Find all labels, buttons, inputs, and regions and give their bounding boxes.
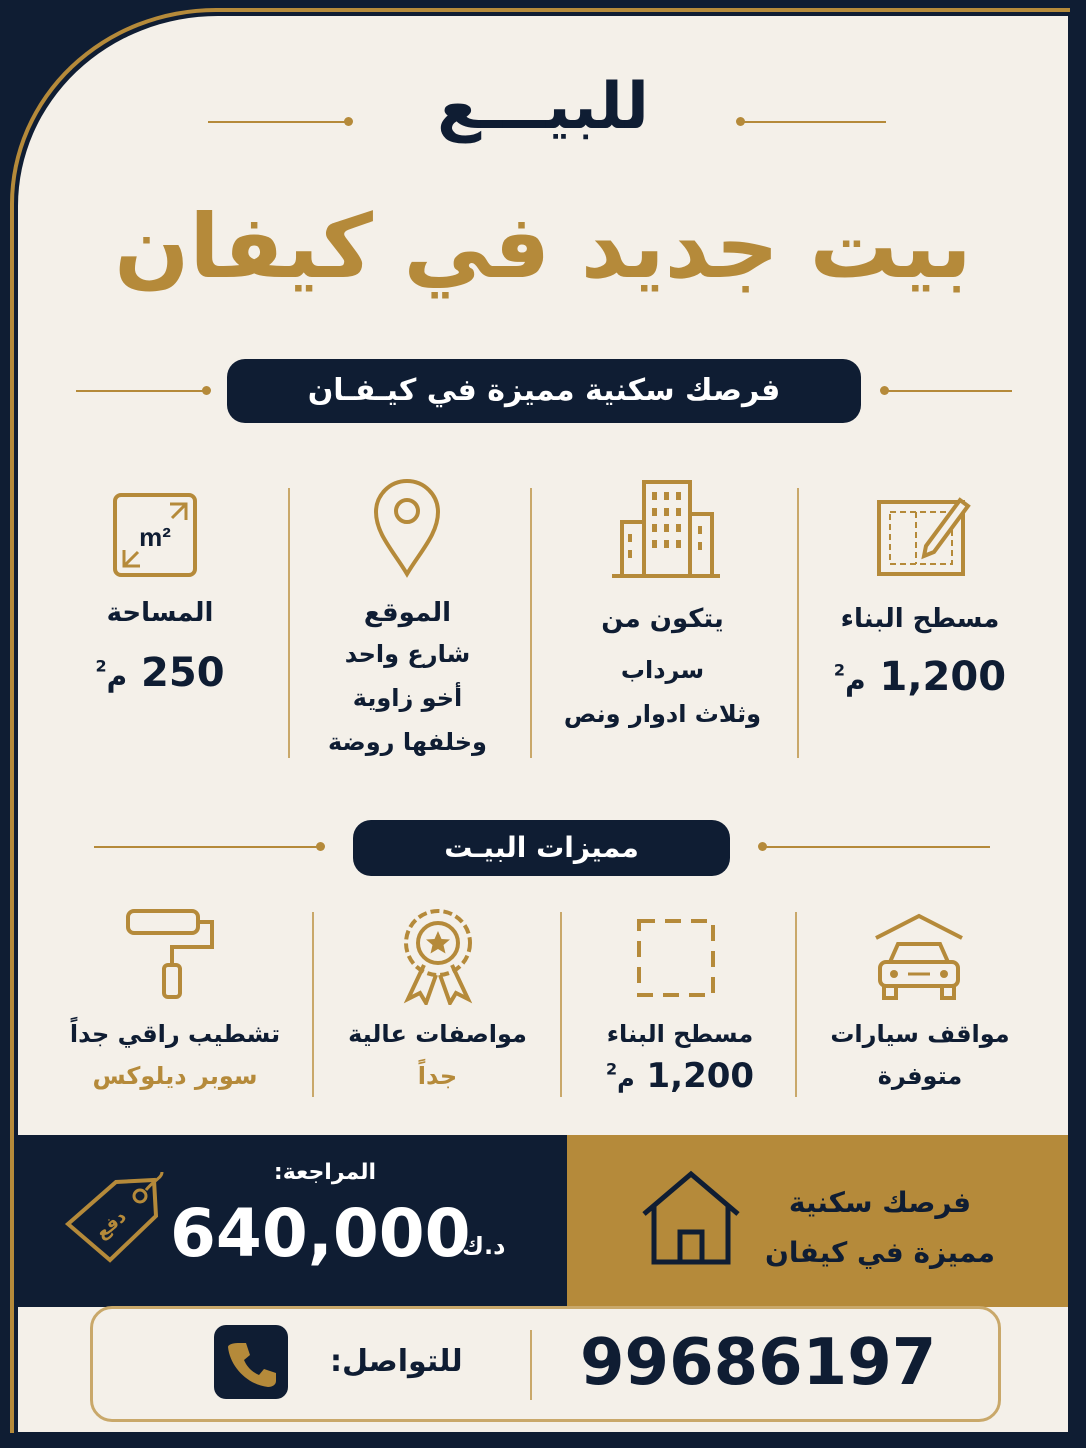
feature-label: مواقف سيارات [830,1020,1010,1048]
detail-line: أخو زاوية [352,684,463,712]
gold-panel-line: فرصك سكنية [788,1186,972,1219]
details-separator [288,488,290,758]
feature-sub: جداً [417,1062,458,1090]
feature-label: مواصفات عالية [348,1020,527,1048]
house-icon [640,1170,742,1266]
detail-label: مسطح البناء [840,604,1000,634]
feature-area-number: 1,200 [646,1056,755,1096]
dashed-square-icon [636,918,716,998]
reference-label: المراجعة: [273,1160,377,1185]
features-deco-dot-left [316,842,325,851]
detail-location [300,598,515,764]
tagline-deco-dot-left [202,386,211,395]
unit-label: م [845,664,866,697]
feature-specs [330,1020,545,1090]
area-number: 1,200 [879,654,1007,700]
features-deco-dot-right [758,842,767,851]
paint-roller-icon [124,905,220,1001]
tagline-deco-dot-right [880,386,889,395]
unit-label: م [106,660,128,693]
features-separator [795,912,797,1097]
detail-land-area [60,598,260,696]
price-amount: 640,000 [170,1195,471,1272]
feature-sub: متوفرة [877,1062,963,1090]
unit-label: م [617,1065,635,1093]
feature-parking [815,1020,1025,1090]
detail-value: 1,200 م$^2$ [833,654,1007,700]
area-number: 250 [141,650,225,696]
feature-finishing [60,1020,290,1090]
features-separator [312,912,314,1097]
features-deco-line-left [94,846,320,848]
detail-line: وخلفها روضة [328,728,487,756]
feature-building-area [575,1020,785,1096]
car-garage-icon [872,912,966,1002]
headline: بيت جديد في كيفان [114,195,972,298]
feature-sub: سوبر ديلوكس [92,1062,258,1090]
feature-label: تشطيب راقي جداً [69,1020,281,1048]
award-badge-icon [398,905,478,1005]
features-title-pill: مميزات البيـت [353,820,730,876]
building-icon [610,478,722,580]
square-meter-icon [112,492,198,578]
detail-label: المساحة [106,598,214,628]
feature-label: مسطح البناء [606,1020,754,1048]
detail-line: سرداب [620,656,705,684]
for-sale-title: للبيـــع [437,70,649,144]
details-separator [797,488,799,758]
floor-plan-icon [876,494,972,578]
price-currency: د.ك [462,1232,506,1260]
contact-separator [530,1330,532,1400]
features-separator [560,912,562,1097]
detail-label: يتكون من [601,604,724,634]
details-separator [530,488,532,758]
tagline-deco-line-left [76,390,206,392]
gold-panel-line: مميزة في كيفان [765,1236,995,1269]
phone-icon [214,1325,288,1399]
detail-label: الموقع [363,598,452,628]
feature-sub: 1,200 م$^2$ [605,1056,755,1096]
tagline-pill: فرصك سكنية مميزة في كيـفـان [227,359,861,423]
detail-line: وثلاث ادوار ونص [563,700,762,728]
price-tag-icon [58,1168,166,1268]
contact-label: للتواصل: [330,1344,463,1379]
detail-composition [540,604,785,736]
tagline-deco-line-right [884,390,1012,392]
square-meter-label: m² [139,522,171,552]
detail-building-area [810,604,1030,700]
features-deco-line-right [764,846,990,848]
gold-panel-text [740,1178,1020,1278]
phone-call-button[interactable] [214,1325,288,1399]
detail-line: شارع واحد [344,640,471,668]
phone-number[interactable]: 99686197 [580,1326,937,1400]
detail-value: 250 م$^2$ [95,650,225,696]
price-tag-text: دفع [91,1206,131,1244]
location-pin-icon [372,478,442,578]
